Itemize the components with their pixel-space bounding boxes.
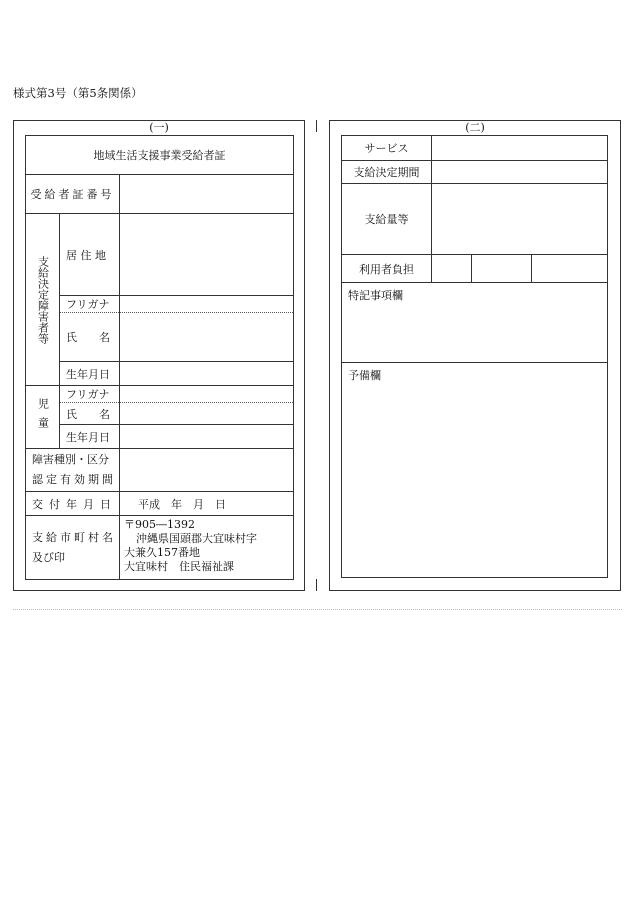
reserve-label: 予備欄 <box>348 369 381 382</box>
issue-date-value: 平成 年 月 日 <box>120 492 294 516</box>
card-title: 地域生活支援事業受給者証 <box>26 136 294 175</box>
address-line-prefecture: 沖縄県国頭郡大宜味村字 <box>136 532 257 545</box>
name-value <box>120 313 294 362</box>
amount-label: 支給量等 <box>342 184 432 255</box>
address-label: 居 住 地 <box>60 214 120 296</box>
disability-type-label: 障害種別・区分 <box>32 453 109 466</box>
name-label: 氏 名 <box>60 313 120 362</box>
page-bottom-rule <box>13 609 622 610</box>
birthdate-label: 生年月日 <box>60 362 120 386</box>
recipient-number-label: 受給者証番号 <box>26 175 120 214</box>
municipality-address <box>120 516 294 580</box>
furigana-label: フリガナ <box>60 296 120 313</box>
fold-mark-top <box>316 120 317 132</box>
special-notes-label: 特記事項欄 <box>348 289 403 302</box>
address-line-street: 大兼久157番地 <box>124 546 200 559</box>
municipality-label-cell <box>26 516 120 580</box>
user-burden-value-1 <box>432 255 472 283</box>
recipient-number-value <box>120 175 294 214</box>
decision-group-label: 支給決定障害者等 <box>36 255 50 344</box>
address-line-postal: 〒905―1392 <box>124 518 195 531</box>
user-burden-value-2 <box>472 255 532 283</box>
form-title: 様式第3号（第5条関係） <box>13 86 143 100</box>
seal-label: 及び印 <box>32 550 65 564</box>
service-card-table <box>341 135 608 578</box>
child-furigana-value <box>120 386 294 403</box>
disability-validity-label-cell <box>26 449 120 492</box>
child-birthdate-value <box>120 425 294 449</box>
fold-mark-bottom <box>316 579 317 591</box>
child-name-label: 氏 名 <box>60 403 120 425</box>
service-label: サービス <box>342 136 432 161</box>
decision-period-label: 支給決定期間 <box>342 161 432 184</box>
child-group-label: 児童 <box>36 398 50 436</box>
service-value <box>432 136 608 161</box>
address-line-office: 大宜味村 住民福祉課 <box>124 560 234 573</box>
user-burden-value-3 <box>532 255 608 283</box>
birthdate-value <box>120 362 294 386</box>
municipality-label: 支給市町村名 <box>32 530 116 544</box>
recipient-card-table <box>25 135 294 580</box>
issue-date-label: 交付年月日 <box>26 492 120 516</box>
right-panel-marker: (二) <box>465 121 485 134</box>
amount-value <box>432 184 608 255</box>
left-panel-marker: (一) <box>149 121 169 134</box>
disability-validity-value <box>120 449 294 492</box>
validity-period-label: 認定有効期間 <box>32 473 116 486</box>
child-furigana-label: フリガナ <box>60 386 120 403</box>
decision-period-value <box>432 161 608 184</box>
child-group-cell <box>26 386 60 449</box>
decision-group-cell <box>26 214 60 386</box>
address-value <box>120 214 294 296</box>
child-birthdate-label: 生年月日 <box>60 425 120 449</box>
child-name-value <box>120 403 294 425</box>
special-notes-section <box>342 283 608 363</box>
furigana-value <box>120 296 294 313</box>
user-burden-label: 利用者負担 <box>342 255 432 283</box>
reserve-section <box>342 363 608 578</box>
